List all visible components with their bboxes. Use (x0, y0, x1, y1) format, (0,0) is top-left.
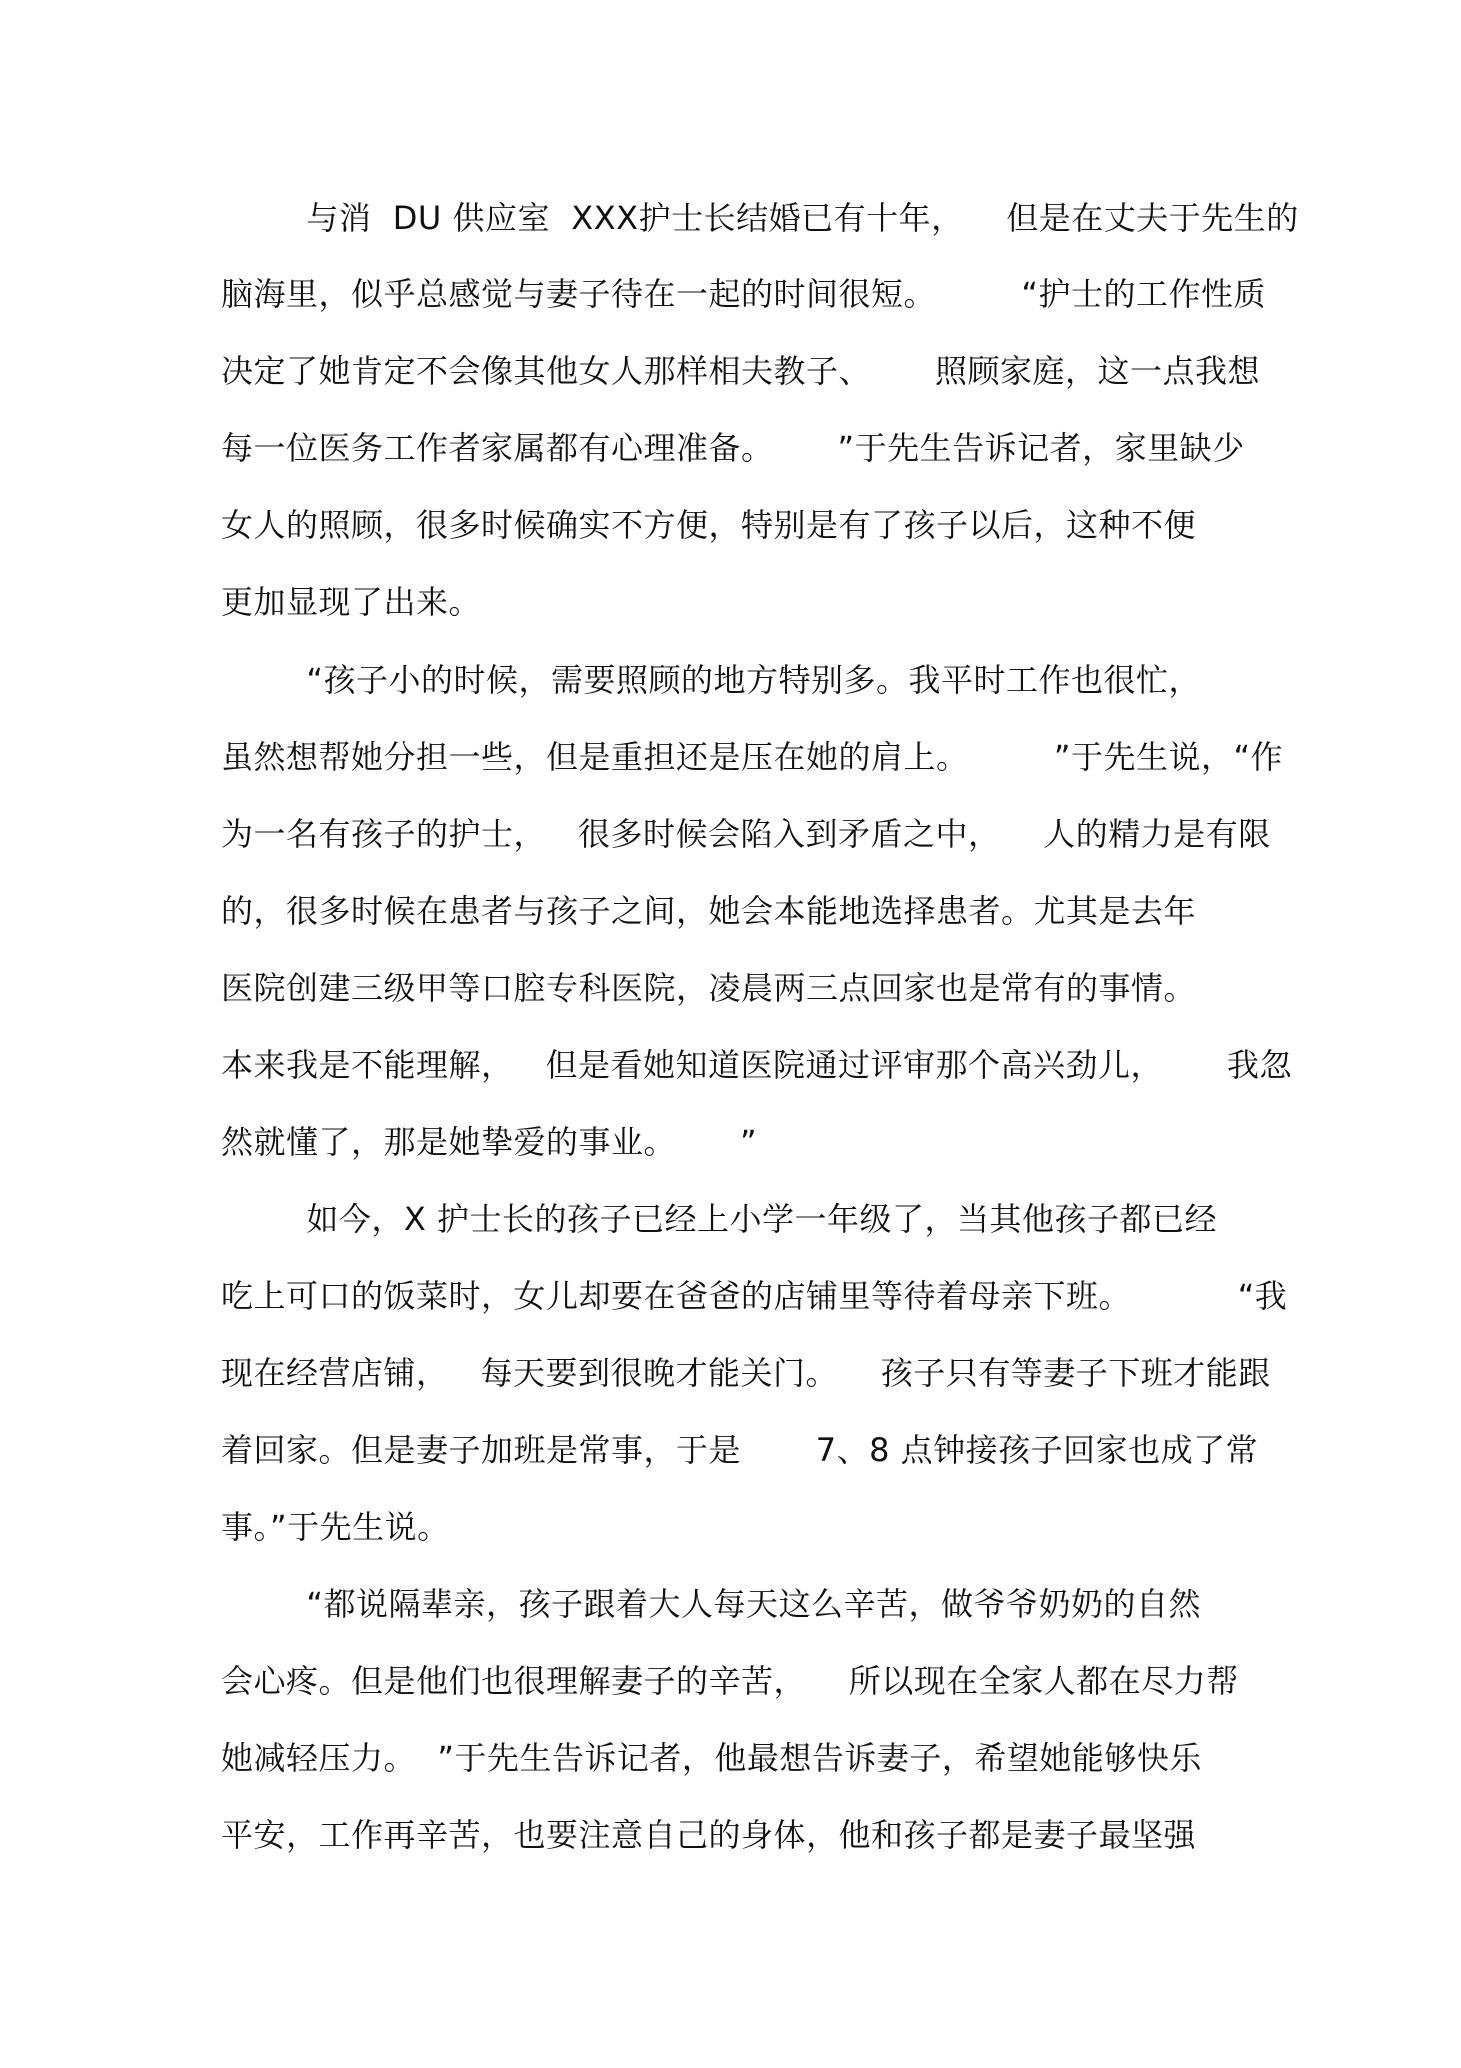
text-line: 本来我是不能理解， 但是看她知道医院通过评审那个高兴劲儿， 我忽 (221, 1046, 1293, 1084)
text-line: 平安，工作再辛苦，也要注意自己的身体，他和孩子都是妻子最坚强 (221, 1816, 1197, 1854)
text-line: “都说隔辈亲，孩子跟着大人每天这么辛苦，做爷爷奶奶的自然 (221, 1585, 1201, 1623)
text-line: 更加显现了出来。 (221, 583, 482, 621)
text-line: 她减轻压力。 ”于先生告诉记者，他最想告诉妻子，希望她能够快乐 (221, 1739, 1202, 1777)
text-line: 为一名有孩子的护士， 很多时候会陷入到矛盾之中， 人的精力是有限 (221, 815, 1271, 853)
text-line: 决定了她肯定不会像其他女人那样相夫教子、 照顾家庭，这一点我想 (221, 352, 1261, 390)
text-line: 吃上可口的饭菜时，女儿却要在爸爸的店铺里等待着母亲下班。 “我 (221, 1277, 1288, 1315)
text-line: 医院创建三级甲等口腔专科医院，凌晨两三点回家也是常有的事情。 (221, 969, 1197, 1007)
text-line: “孩子小的时候，需要照顾的地方特别多。我平时工作也很忙， (221, 661, 1201, 699)
text-line: 女人的照顾，很多时候确实不方便，特别是有了孩子以后，这种不便 (221, 506, 1197, 544)
text-line: 的，很多时候在患者与孩子之间，她会本能地选择患者。尤其是去年 (221, 892, 1197, 930)
text-line: 脑海里，似乎总感觉与妻子待在一起的时间很短。 “护士的工作性质 (221, 275, 1266, 313)
text-line: 如今，X 护士长的孩子已经上小学一年级了，当其他孩子都已经 (221, 1200, 1217, 1238)
text-line: 会心疼。但是他们也很理解妻子的辛苦， 所以现在全家人都在尽力帮 (221, 1662, 1239, 1700)
text-line: 着回家。但是妻子加班是常事，于是 7、8 点钟接孩子回家也成了常 (221, 1431, 1259, 1469)
text-line: 与消 DU 供应室 XXX护士长结婚已有十年， 但是在丈夫于先生的 (221, 199, 1299, 237)
text-line: 现在经营店铺， 每天要到很晚才能关门。 孩子只有等妻子下班才能跟 (221, 1354, 1271, 1392)
text-line: 事。”于先生说。 (221, 1508, 450, 1546)
text-line: 虽然想帮她分担一些，但是重担还是压在她的肩上。 ”于先生说，“作 (221, 738, 1284, 776)
text-line: 然就懂了，那是她挚爱的事业。 ” (221, 1123, 758, 1161)
text-line: 每一位医务工作者家属都有心理准备。 ”于先生告诉记者，家里缺少 (221, 429, 1245, 467)
